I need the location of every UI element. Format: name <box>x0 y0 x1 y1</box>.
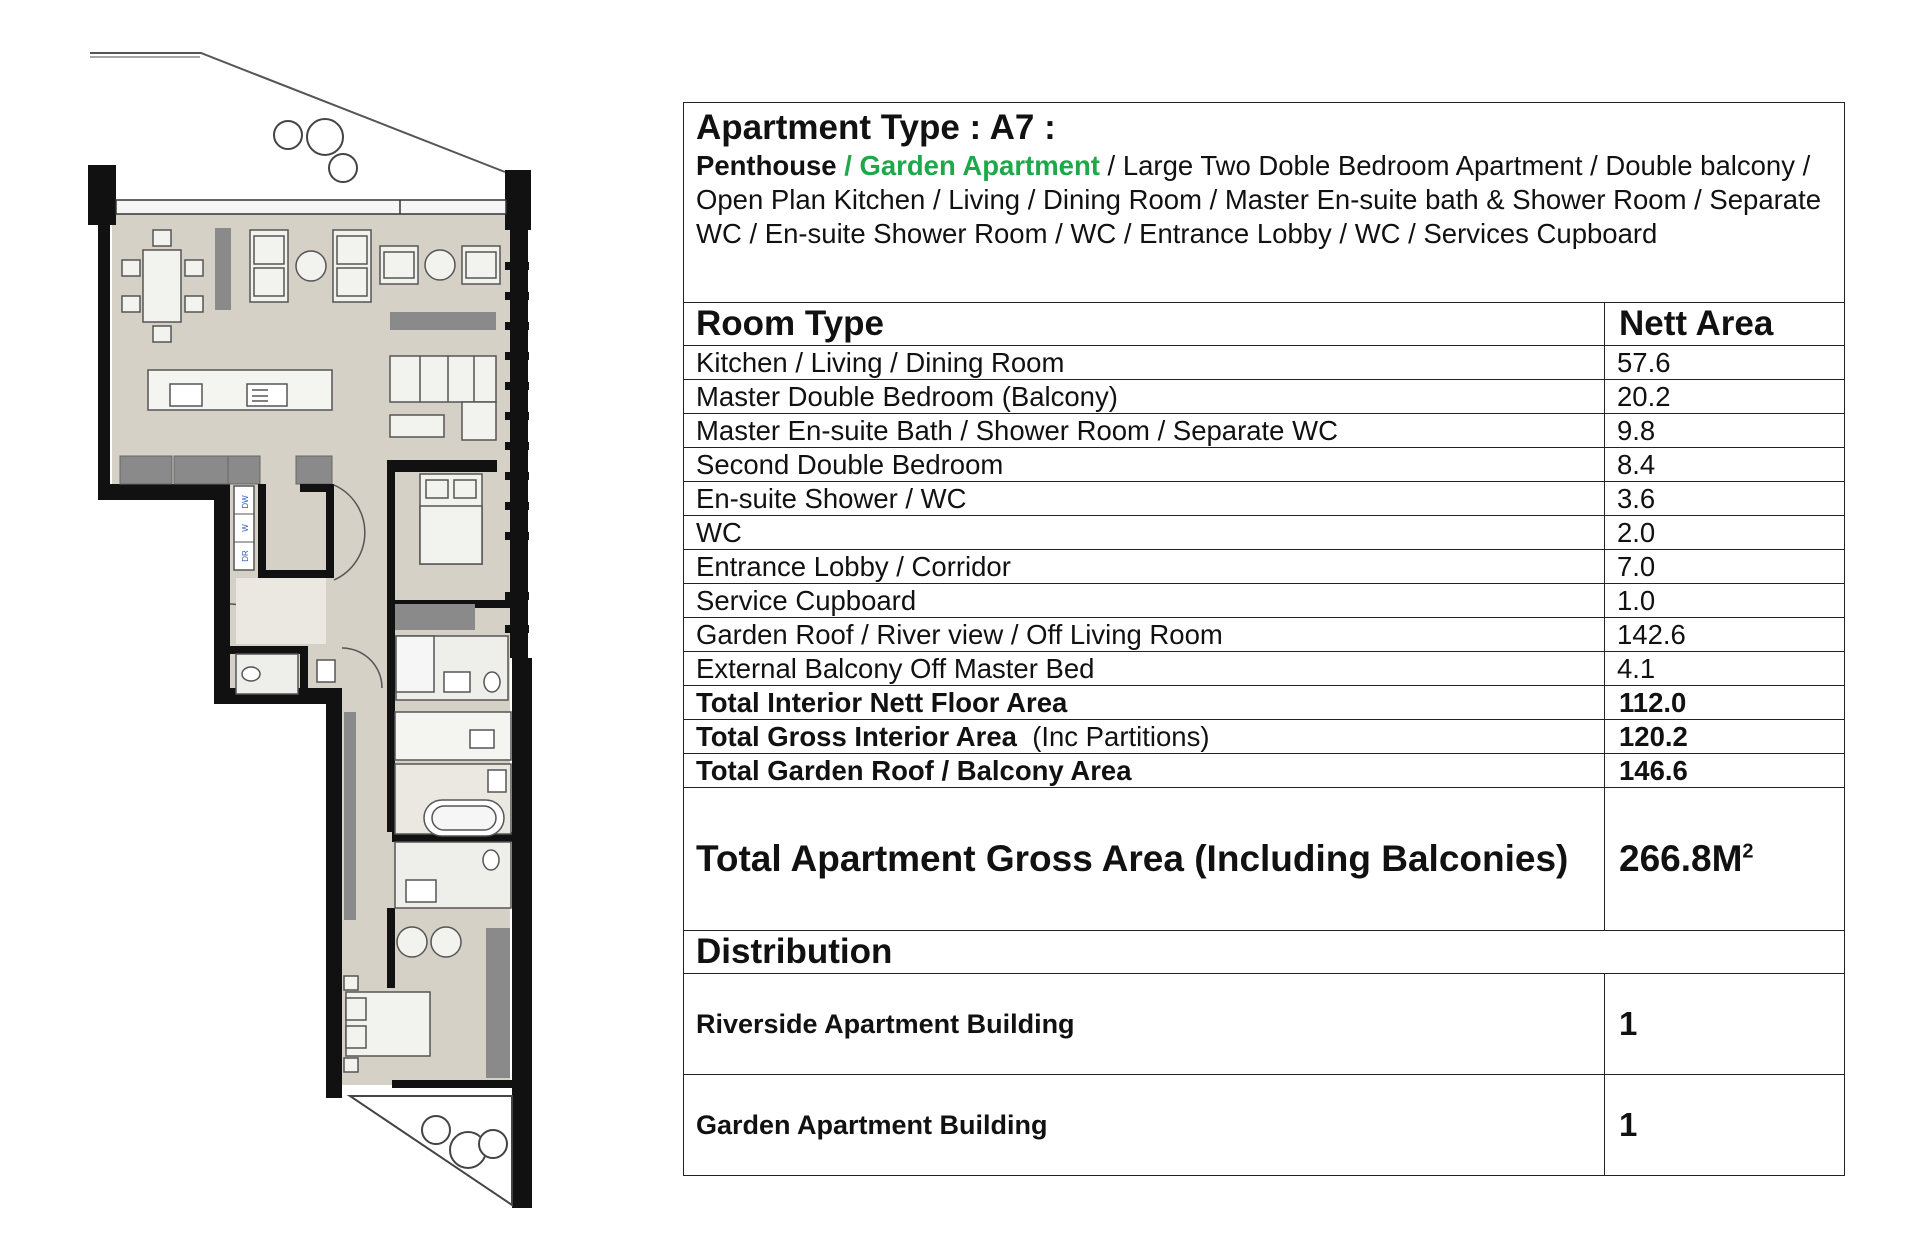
apartment-header <box>684 103 1845 303</box>
room-area: 20.2 <box>1605 380 1845 414</box>
room-row <box>684 652 1845 686</box>
grand-total-unit-superscript: 2 <box>1742 840 1754 863</box>
column-header-area: Nett Area <box>1605 303 1845 346</box>
total-name: Total Interior Nett Floor Area <box>696 687 1068 718</box>
room-area: 9.8 <box>1605 414 1845 448</box>
room-area: 57.6 <box>1605 346 1845 380</box>
apartment-header-row <box>684 103 1845 303</box>
column-header-row <box>684 303 1845 346</box>
top-terrace-outline <box>90 53 505 172</box>
room-name: External Balcony Off Master Bed <box>684 652 1605 686</box>
room-name: Garden Roof / River view / Off Living Room <box>684 618 1605 652</box>
sideboard <box>215 228 231 310</box>
building-name: Garden Apartment Building <box>684 1075 1605 1176</box>
room-area: 4.1 <box>1605 652 1845 686</box>
room-row <box>684 482 1845 516</box>
total-label <box>684 754 1605 788</box>
room-area: 3.6 <box>1605 482 1845 516</box>
total-label <box>684 720 1605 754</box>
total-row <box>684 754 1845 788</box>
room-area: 142.6 <box>1605 618 1845 652</box>
master-bed <box>420 474 482 564</box>
second-bathroom <box>395 712 511 836</box>
room-name: Master Double Bedroom (Balcony) <box>684 380 1605 414</box>
total-name: Total Garden Roof / Balcony Area <box>696 755 1132 786</box>
room-area: 1.0 <box>1605 584 1845 618</box>
room-area: 8.4 <box>1605 448 1845 482</box>
kitchen-island <box>148 370 332 410</box>
apartment-title: Apartment Type : A7 : <box>696 108 1056 147</box>
room-name: En-suite Shower / WC <box>684 482 1605 516</box>
room-row <box>684 380 1845 414</box>
room-row <box>684 448 1845 482</box>
room-row <box>684 516 1845 550</box>
floor-plan <box>0 0 620 1251</box>
grand-total-value: 266.8M <box>1619 838 1743 879</box>
building-name: Riverside Apartment Building <box>684 974 1605 1075</box>
room-name: Service Cupboard <box>684 584 1605 618</box>
terrace-planters-top <box>274 119 357 182</box>
total-row <box>684 686 1845 720</box>
total-label <box>684 686 1605 720</box>
grand-total-row <box>684 788 1845 931</box>
total-area: 112.0 <box>1605 686 1845 720</box>
room-name: Kitchen / Living / Dining Room <box>684 346 1605 380</box>
room-row <box>684 346 1845 380</box>
apartment-features: / Large Two Doble Bedroom Apartment / Double balcony / Open Plan Kitchen / Living / Dining Room / Master En-suite bath & Shower Room / Separate WC / En-suite Shower Room / WC / Entrance Lobby / WC / Services Cupboard <box>696 150 1822 249</box>
room-row <box>684 550 1845 584</box>
top-glazing <box>116 200 506 214</box>
grand-total-label: Total Apartment Gross Area (Including Balconies) <box>684 788 1605 931</box>
building-count: 1 <box>1605 1075 1845 1176</box>
media-unit <box>390 312 496 330</box>
distribution-heading: Distribution <box>684 931 1845 974</box>
room-row <box>684 618 1845 652</box>
master-wardrobe <box>395 604 475 630</box>
room-name: Master En-suite Bath / Shower Room / Separate WC <box>684 414 1605 448</box>
column-header-room: Room Type <box>684 303 1605 346</box>
total-area: 146.6 <box>1605 754 1845 788</box>
room-name: WC <box>684 516 1605 550</box>
apartment-type-label: Penthouse <box>696 150 837 181</box>
room-name: Second Double Bedroom <box>684 448 1605 482</box>
distribution-row <box>684 974 1845 1075</box>
total-note: (Inc Partitions) <box>1032 721 1210 752</box>
room-row <box>684 584 1845 618</box>
room-row <box>684 414 1845 448</box>
building-count: 1 <box>1605 974 1845 1075</box>
master-ensuite <box>396 636 508 700</box>
second-bedroom-wardrobe <box>486 928 510 1078</box>
room-area: 2.0 <box>1605 516 1845 550</box>
entrance-lobby <box>236 578 326 644</box>
total-area: 120.2 <box>1605 720 1845 754</box>
distribution-heading-row <box>684 931 1845 974</box>
utility-cupboard <box>234 486 254 570</box>
apartment-spec-table <box>683 102 1845 1176</box>
room-name: Entrance Lobby / Corridor <box>684 550 1605 584</box>
distribution-row <box>684 1075 1845 1176</box>
corner-sofa <box>390 356 496 440</box>
total-row <box>684 720 1845 754</box>
apartment-description <box>696 149 1832 251</box>
grand-total-value-cell <box>1605 788 1845 931</box>
appliance-label-w: W <box>241 524 250 532</box>
appliance-label-dw: DW <box>241 495 250 509</box>
kitchen-counter <box>120 456 332 484</box>
corridor-cabinet <box>344 712 356 920</box>
separate-wc <box>395 842 511 908</box>
apartment-highlight: / Garden Apartment <box>844 150 1100 181</box>
room-area: 7.0 <box>1605 550 1845 584</box>
total-name: Total Gross Interior Area <box>696 721 1017 752</box>
appliance-label-dr: DR <box>241 550 250 562</box>
